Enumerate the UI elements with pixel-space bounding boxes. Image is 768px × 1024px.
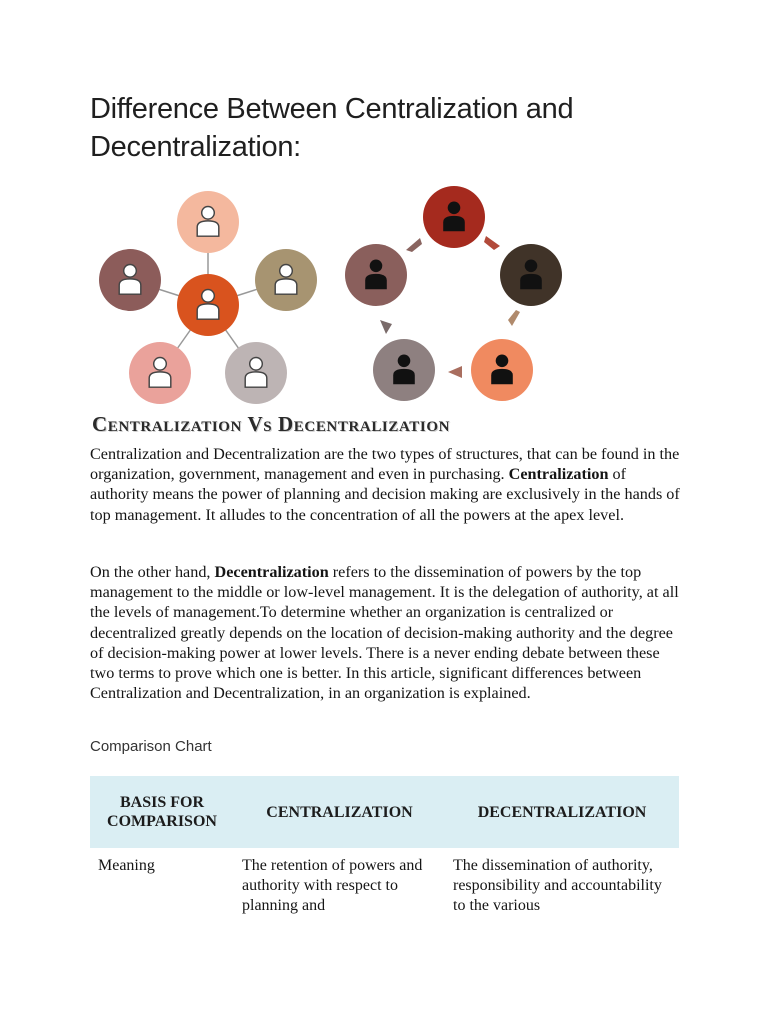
centralization-network [99,191,317,404]
intro-paragraph: Centralization and Decentralization are the two types of structures, that can be found in the organization, government, management and even in purchasing. Centralization of authority means the power of planning and decision making are exclusively in the hands of top management. It alludes to the concentration of all the powers at the apex level. [90,445,680,524]
page-title: Difference Between Centralization and Decentralization: [90,93,574,163]
row-decentralization: The dissemination of authority, responsibility and accountability to the various [453,857,662,914]
table-header-row [90,776,679,848]
illustration-banner: Centralization Vs Decentralization [92,412,451,436]
header-centralization: CENTRALIZATION [266,803,413,821]
comparison-table [90,776,679,916]
row-basis: Meaning [98,857,155,874]
header-decentralization: DECENTRALIZATION [477,803,647,821]
centralization-term: Centralization [508,465,609,484]
table-row [90,848,679,916]
comparison-chart-caption: Comparison Chart [90,738,212,755]
header-basis: BASIS FOR COMPARISON [107,794,217,830]
decentralization-paragraph: On the other hand, Decentralization refers to the dissemination of powers by the top management to the middle or low-level management. It is the delegation of authority, at all the levels of management.To determine whether an organization is centralized or decentralized greatly depends on the location of decision-making authority and the degree of decision-making power at lower levels. There is a never ending debate between these two terms to prove which one is better. In this article, significant differences between Centralization and Decentralization, in an organization is explained. [90,563,679,703]
row-centralization: The retention of powers and authority with respect to planning and [242,857,423,914]
decentralization-term: Decentralization [214,563,329,581]
centralization-vs-decentralization-illustration [90,180,580,412]
decentralization-network [345,186,562,401]
